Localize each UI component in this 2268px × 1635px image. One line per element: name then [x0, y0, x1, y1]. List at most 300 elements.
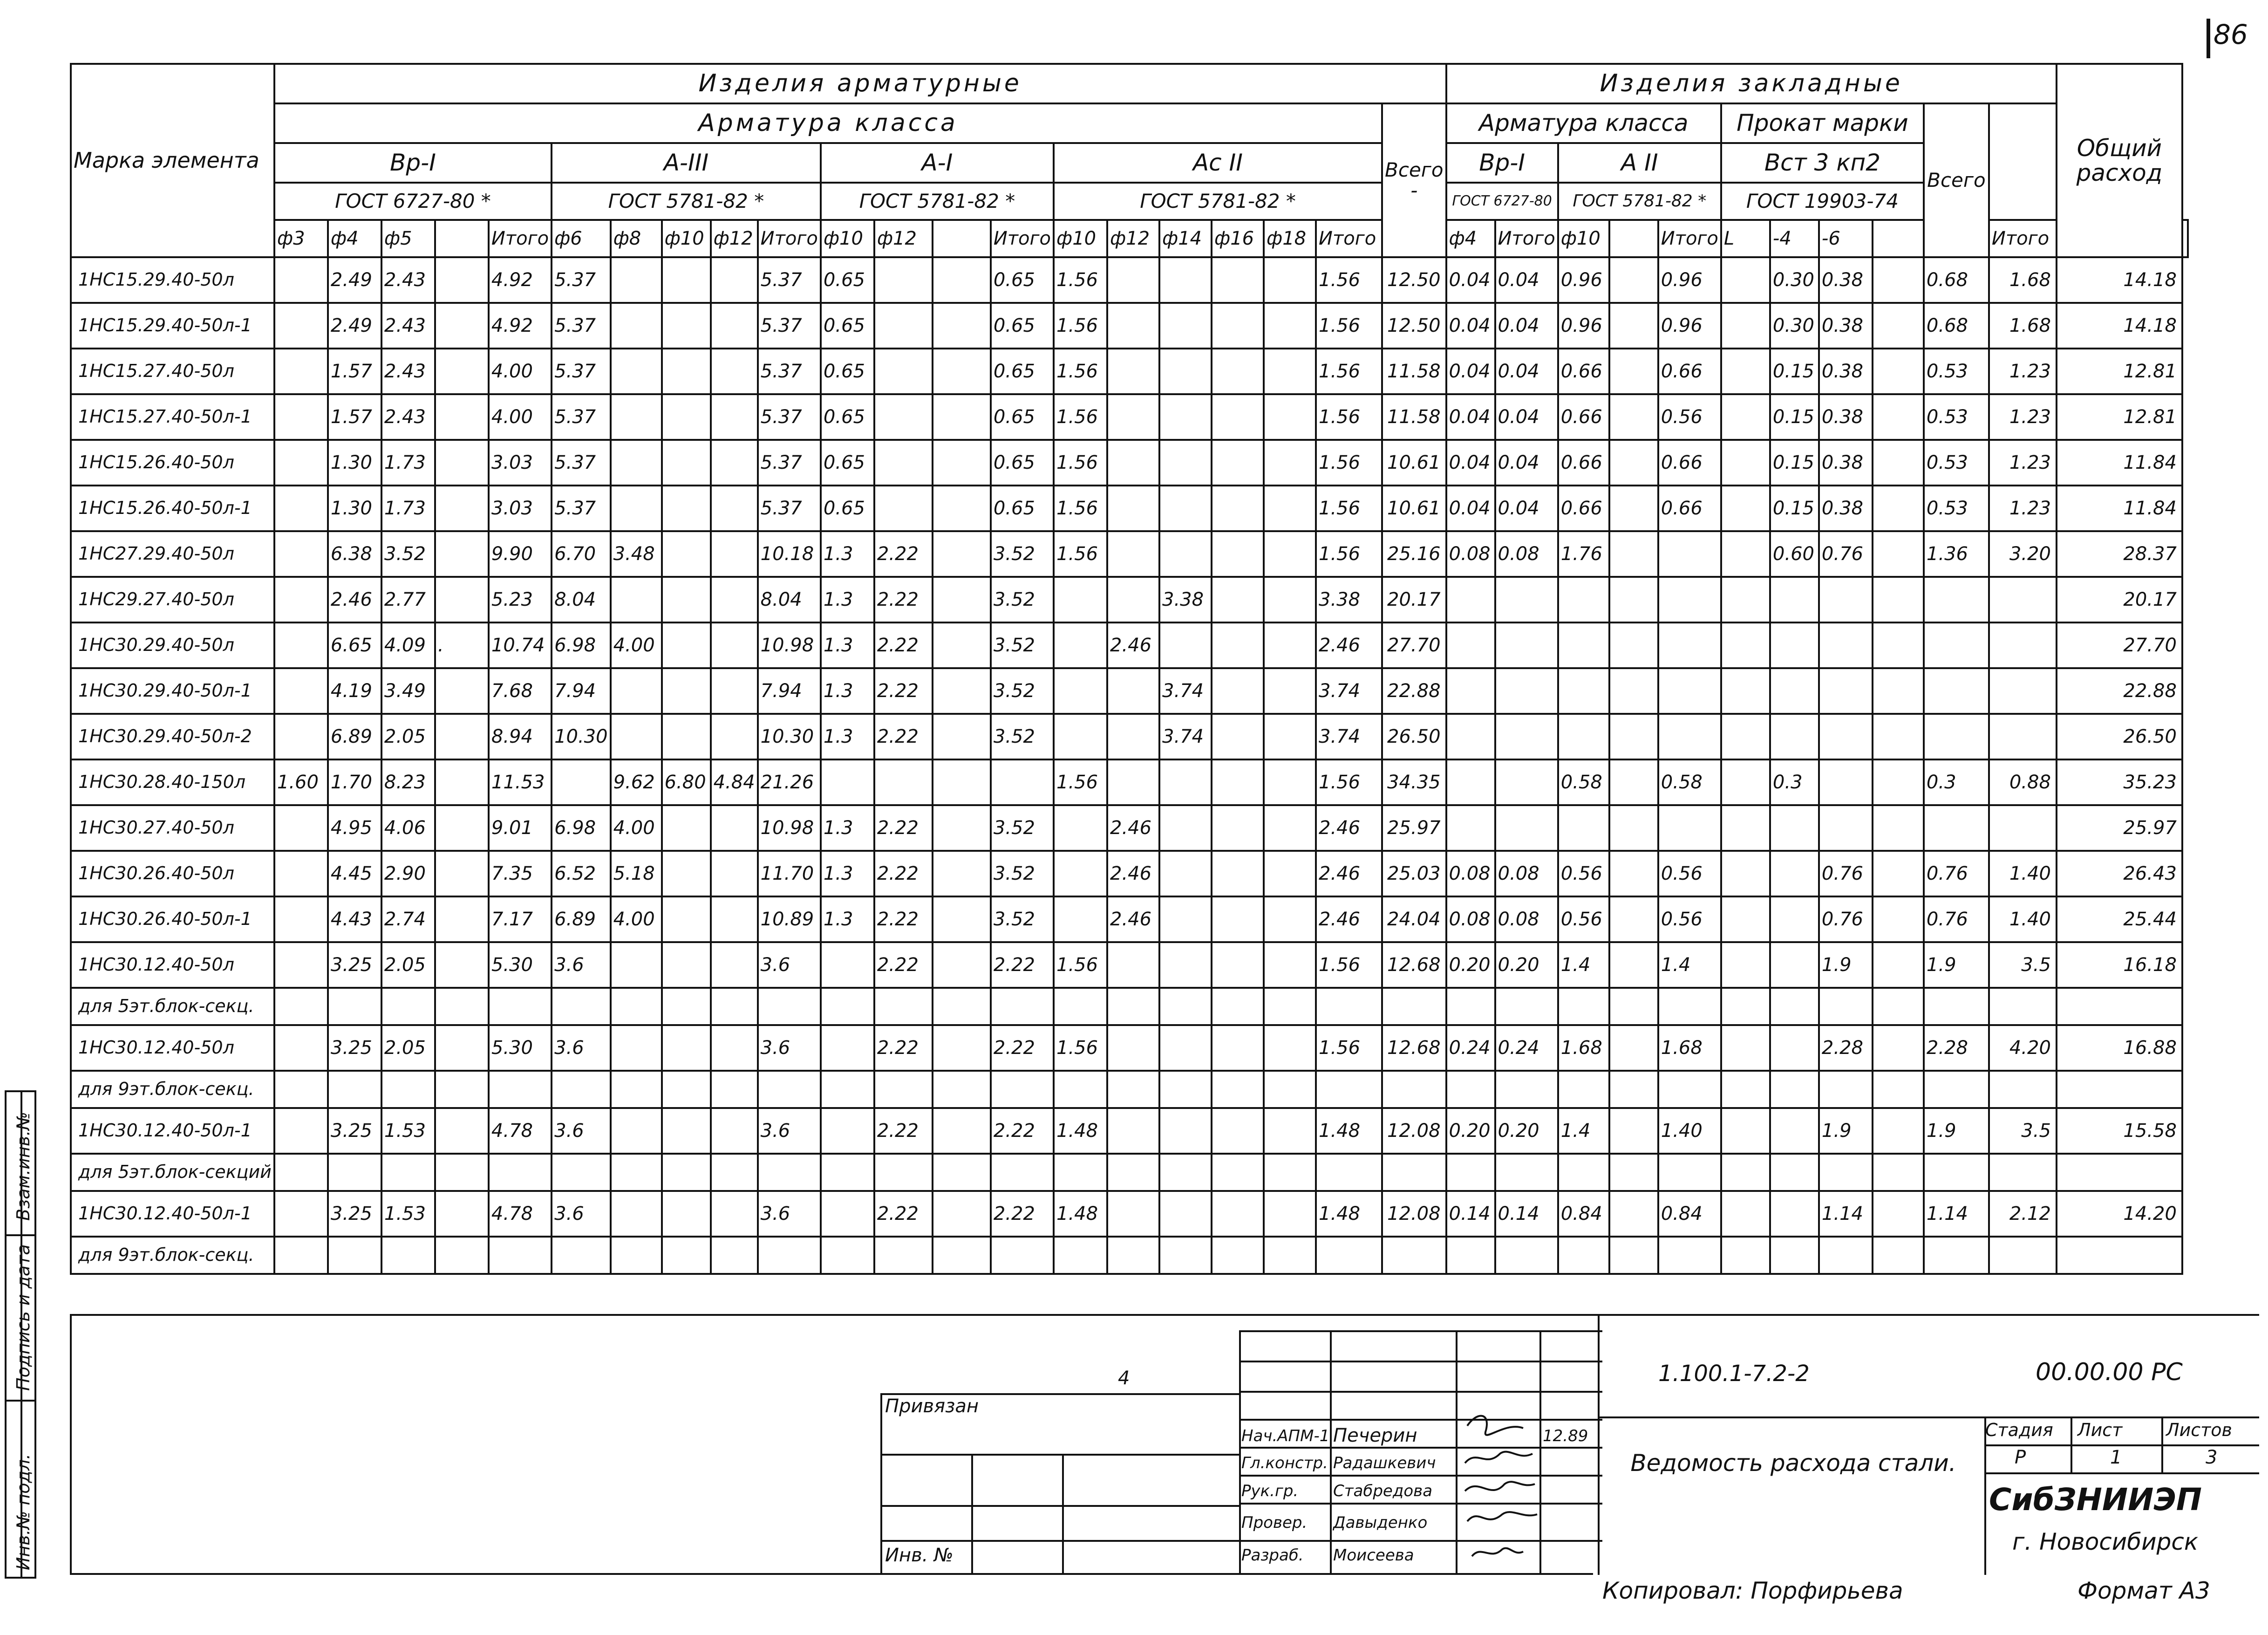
privyazan-label: Привязан [885, 1396, 979, 1417]
value-cell: 0.20 [1446, 942, 1495, 988]
value-cell: 35.23 [2057, 759, 2182, 805]
row-note: для 5эт.блок-секций [71, 1154, 274, 1191]
value-cell [1212, 349, 1264, 394]
value-cell [711, 1154, 758, 1191]
value-cell: 1.53 [381, 1191, 435, 1237]
table-body [71, 64, 2188, 1274]
value-cell [1658, 1237, 1721, 1274]
value-cell [1658, 1071, 1721, 1108]
element-mark: 1НС30.26.40-50л [71, 851, 274, 896]
value-cell: 4.78 [489, 1191, 552, 1237]
value-cell [1495, 668, 1558, 714]
value-cell [662, 668, 711, 714]
element-mark: 1НС30.12.40-50л-1 [71, 1191, 274, 1237]
value-cell [874, 1237, 933, 1274]
value-cell [662, 805, 711, 851]
value-cell: 2.46 [1316, 805, 1382, 851]
value-cell [274, 440, 328, 486]
value-cell [489, 1154, 552, 1191]
value-cell: 25.97 [1382, 805, 1446, 851]
value-cell [933, 942, 991, 988]
doc-code: 1.100.1-7.2-2 [1658, 1361, 1810, 1387]
value-cell: 3.03 [489, 440, 552, 486]
value-cell [611, 1108, 662, 1154]
value-cell: 25.44 [2057, 896, 2182, 942]
value-cell [1212, 988, 1264, 1025]
value-cell: 5.23 [489, 577, 552, 623]
value-cell [711, 623, 758, 668]
value-cell [1264, 577, 1316, 623]
value-cell [611, 303, 662, 349]
value-cell [1264, 1025, 1316, 1071]
value-cell [611, 349, 662, 394]
value-cell [933, 623, 991, 668]
value-cell [1159, 440, 1212, 486]
value-cell: 0.38 [1819, 303, 1873, 349]
value-cell: 8.94 [489, 714, 552, 759]
value-cell: 0.04 [1495, 486, 1558, 531]
value-cell [1212, 1071, 1264, 1108]
value-cell [1609, 303, 1658, 349]
value-cell: 3.49 [381, 668, 435, 714]
value-cell [662, 394, 711, 440]
value-cell [435, 394, 489, 440]
value-cell [758, 1071, 821, 1108]
value-cell [1609, 1191, 1658, 1237]
value-cell [933, 577, 991, 623]
value-cell: 0.04 [1495, 257, 1558, 303]
value-cell [435, 1108, 489, 1154]
table-row [71, 440, 2188, 486]
value-cell [933, 668, 991, 714]
value-cell: 0.3 [1770, 759, 1819, 805]
value-cell [662, 988, 711, 1025]
value-cell [1770, 1108, 1819, 1154]
value-cell [1770, 1025, 1819, 1071]
value-cell: 25.03 [1382, 851, 1446, 896]
header-izdelia-armaturnye: Изделия арматурные [274, 64, 1446, 103]
value-cell [933, 759, 991, 805]
value-cell: 5.37 [552, 486, 611, 531]
value-cell [1721, 1191, 1770, 1237]
value-cell [1264, 1237, 1316, 1274]
value-cell [933, 257, 991, 303]
value-cell: 0.15 [1770, 486, 1819, 531]
value-cell: 3.74 [1159, 714, 1212, 759]
value-cell [611, 257, 662, 303]
value-cell: 12.08 [1382, 1191, 1446, 1237]
value-cell [1721, 942, 1770, 988]
value-cell: 2.46 [1316, 623, 1382, 668]
value-cell: 1.68 [1658, 1025, 1721, 1071]
value-cell [991, 988, 1054, 1025]
value-cell [1159, 896, 1212, 942]
value-cell: 1.48 [1054, 1108, 1107, 1154]
table-row [71, 759, 2188, 805]
value-cell [1264, 440, 1316, 486]
value-cell: 1.23 [1989, 394, 2057, 440]
value-cell [1159, 303, 1212, 349]
inv-no-label: Инв. № [885, 1545, 954, 1566]
value-cell: 0.30 [1770, 257, 1819, 303]
value-cell: 0.65 [821, 394, 874, 440]
value-cell [1609, 1108, 1658, 1154]
value-cell [1873, 1025, 1924, 1071]
role-4: Провер. [1241, 1513, 1308, 1532]
col-header: ф18 [1264, 220, 1316, 257]
value-cell [991, 1154, 1054, 1191]
header-marka: Марка элемента [71, 64, 274, 257]
value-cell [1873, 942, 1924, 988]
value-cell: 2.22 [874, 805, 933, 851]
value-cell [274, 349, 328, 394]
value-cell [274, 1154, 328, 1191]
value-cell: 2.43 [381, 303, 435, 349]
value-cell [611, 394, 662, 440]
value-cell [1159, 623, 1212, 668]
header-class-ac2: Ас II [1054, 143, 1382, 183]
value-cell: 1.9 [1924, 942, 1989, 988]
value-cell [1212, 714, 1264, 759]
col-header: ф12 [711, 220, 758, 257]
value-cell [274, 577, 328, 623]
value-cell [435, 714, 489, 759]
value-cell: 0.76 [1819, 531, 1873, 577]
value-cell [1054, 1237, 1107, 1274]
value-cell [662, 851, 711, 896]
value-cell: 0.53 [1924, 440, 1989, 486]
value-cell [1495, 805, 1558, 851]
col-header: ф14 [1159, 220, 1212, 257]
value-cell [381, 1154, 435, 1191]
value-cell: 1.68 [1989, 303, 2057, 349]
value-cell [1159, 1191, 1212, 1237]
value-cell: 4.00 [611, 623, 662, 668]
value-cell: 0.14 [1495, 1191, 1558, 1237]
table-row [71, 349, 2188, 394]
value-cell: 7.17 [489, 896, 552, 942]
value-cell [1446, 623, 1495, 668]
value-cell [1609, 394, 1658, 440]
value-cell [821, 759, 874, 805]
value-cell [1054, 714, 1107, 759]
col-header [1609, 220, 1658, 257]
value-cell: 6.38 [328, 531, 381, 577]
value-cell [1495, 759, 1558, 805]
sheets-label: Листов [2166, 1420, 2232, 1440]
value-cell [435, 486, 489, 531]
value-cell: 10.18 [758, 531, 821, 577]
value-cell: 0.3 [1924, 759, 1989, 805]
col-header: ф5 [381, 220, 435, 257]
col-header: ф6 [552, 220, 611, 257]
format: Формат А3 [2077, 1577, 2210, 1604]
value-cell [1212, 577, 1264, 623]
value-cell: 0.04 [1446, 440, 1495, 486]
value-cell: 7.68 [489, 668, 552, 714]
value-cell [435, 303, 489, 349]
value-cell [933, 1191, 991, 1237]
value-cell: 10.61 [1382, 440, 1446, 486]
value-cell: 9.90 [489, 531, 552, 577]
value-cell [1873, 531, 1924, 577]
header-armatura-klassa: Арматура класса [274, 103, 1382, 143]
value-cell [611, 577, 662, 623]
value-cell [1770, 714, 1819, 759]
value-cell [1924, 577, 1989, 623]
value-cell [1609, 1071, 1658, 1108]
value-cell [711, 942, 758, 988]
value-cell: 4.00 [489, 394, 552, 440]
value-cell [662, 1071, 711, 1108]
value-cell: 15.58 [2057, 1108, 2182, 1154]
value-cell: 0.04 [1495, 349, 1558, 394]
row-note: для 5эт.блок-секц. [71, 988, 274, 1025]
value-cell: 2.22 [874, 668, 933, 714]
value-cell [874, 303, 933, 349]
stamp-podpis-data: Подпись и дата [13, 1244, 34, 1391]
value-cell: 1.40 [1989, 851, 2057, 896]
stage-label: Стадия [1985, 1420, 2053, 1440]
value-cell [933, 394, 991, 440]
value-cell [274, 1237, 328, 1274]
value-cell [1264, 531, 1316, 577]
value-cell: 0.60 [1770, 531, 1819, 577]
value-cell [435, 851, 489, 896]
value-cell [1212, 486, 1264, 531]
value-cell [1054, 668, 1107, 714]
value-cell [1107, 1071, 1159, 1108]
value-cell: 1.56 [1316, 759, 1382, 805]
value-cell [758, 1154, 821, 1191]
value-cell: 3.6 [552, 1025, 611, 1071]
value-cell [1873, 1237, 1924, 1274]
value-cell: 0.66 [1658, 486, 1721, 531]
value-cell: 1.56 [1054, 942, 1107, 988]
value-cell [1382, 988, 1446, 1025]
value-cell: 2.22 [991, 1025, 1054, 1071]
value-cell [711, 577, 758, 623]
value-cell [435, 896, 489, 942]
value-cell [662, 577, 711, 623]
value-cell [1495, 623, 1558, 668]
value-cell: 0.88 [1989, 759, 2057, 805]
value-cell [711, 394, 758, 440]
value-cell: 3.38 [1316, 577, 1382, 623]
value-cell: 8.23 [381, 759, 435, 805]
value-cell [1446, 1154, 1495, 1191]
value-cell: 6.80 [662, 759, 711, 805]
value-cell: 4.43 [328, 896, 381, 942]
value-cell: 0.38 [1819, 349, 1873, 394]
value-cell [662, 714, 711, 759]
value-cell [381, 1237, 435, 1274]
value-cell [1873, 896, 1924, 942]
value-cell: 1.9 [1819, 1108, 1873, 1154]
value-cell: 0.53 [1924, 486, 1989, 531]
value-cell [1212, 805, 1264, 851]
value-cell [1558, 1071, 1609, 1108]
value-cell: 9.01 [489, 805, 552, 851]
value-cell [662, 440, 711, 486]
value-cell [1721, 759, 1770, 805]
value-cell: 0.38 [1819, 257, 1873, 303]
value-cell [1873, 577, 1924, 623]
value-cell: 2.22 [874, 577, 933, 623]
value-cell: 3.6 [758, 1191, 821, 1237]
value-cell: 0.04 [1446, 486, 1495, 531]
value-cell [1446, 1237, 1495, 1274]
value-cell [435, 1071, 489, 1108]
value-cell: 1.56 [1316, 394, 1382, 440]
value-cell [1446, 714, 1495, 759]
value-cell: 1.70 [328, 759, 381, 805]
value-cell: 2.22 [874, 1025, 933, 1071]
col-header: Итого [1316, 220, 1382, 257]
value-cell: 1.56 [1316, 440, 1382, 486]
value-cell [1558, 1237, 1609, 1274]
value-cell [933, 805, 991, 851]
value-cell: 0.65 [821, 303, 874, 349]
header-gost-5781-a1: ГОСТ 5781-82 * [821, 183, 1054, 220]
value-cell [274, 1025, 328, 1071]
value-cell [274, 988, 328, 1025]
value-cell [933, 440, 991, 486]
value-cell [1054, 805, 1107, 851]
value-cell: 3.52 [991, 805, 1054, 851]
value-cell: 0.08 [1446, 531, 1495, 577]
table-note-row [71, 1237, 2188, 1274]
value-cell: 1.56 [1316, 303, 1382, 349]
value-cell [1212, 1025, 1264, 1071]
value-cell: 2.22 [874, 896, 933, 942]
value-cell [1873, 805, 1924, 851]
value-cell [1054, 896, 1107, 942]
col-header: ф16 [1212, 220, 1264, 257]
value-cell [1159, 531, 1212, 577]
value-cell: 10.30 [552, 714, 611, 759]
stamp-vzam-inv: Взам.инв.№ [13, 1112, 34, 1221]
value-cell [1989, 577, 2057, 623]
value-cell [435, 531, 489, 577]
value-cell [874, 486, 933, 531]
value-cell [435, 988, 489, 1025]
element-mark: 1НС30.12.40-50л-1 [71, 1108, 274, 1154]
value-cell: 4.92 [489, 303, 552, 349]
value-cell [1721, 394, 1770, 440]
col-header [2182, 220, 2188, 257]
value-cell: 1.56 [1054, 394, 1107, 440]
value-cell [1212, 851, 1264, 896]
value-cell [1873, 1108, 1924, 1154]
value-cell [1212, 668, 1264, 714]
value-cell [1264, 759, 1316, 805]
value-cell: 1.57 [328, 394, 381, 440]
value-cell [552, 759, 611, 805]
value-cell [933, 349, 991, 394]
value-cell [1770, 1154, 1819, 1191]
value-cell: 2.49 [328, 257, 381, 303]
value-cell: 10.74 [489, 623, 552, 668]
value-cell [1316, 988, 1382, 1025]
value-cell: 0.56 [1658, 851, 1721, 896]
value-cell [1609, 668, 1658, 714]
value-cell [1495, 988, 1558, 1025]
value-cell: 25.16 [1382, 531, 1446, 577]
element-mark: 1НС30.29.40-50л [71, 623, 274, 668]
value-cell: 0.04 [1446, 303, 1495, 349]
value-cell: 3.74 [1316, 714, 1382, 759]
header-class-a3: А-III [552, 143, 821, 183]
value-cell [821, 988, 874, 1025]
value-cell: 1.56 [1054, 349, 1107, 394]
table-row [71, 1191, 2188, 1237]
header-izdelia-zakladnye: Изделия закладные [1446, 64, 2057, 103]
value-cell [933, 1237, 991, 1274]
value-cell [1770, 896, 1819, 942]
value-cell [435, 1025, 489, 1071]
value-cell [1264, 486, 1316, 531]
value-cell: 14.18 [2057, 257, 2182, 303]
value-cell: 0.96 [1658, 257, 1721, 303]
value-cell [1924, 1237, 1989, 1274]
value-cell [274, 1071, 328, 1108]
value-cell: 2.74 [381, 896, 435, 942]
element-mark: 1НС30.12.40-50л [71, 1025, 274, 1071]
value-cell [874, 349, 933, 394]
value-cell: 3.25 [328, 942, 381, 988]
value-cell [711, 988, 758, 1025]
value-cell: 2.22 [874, 623, 933, 668]
value-cell: 2.28 [1819, 1025, 1873, 1071]
value-cell: 0.65 [991, 349, 1054, 394]
value-cell: 0.56 [1558, 896, 1609, 942]
value-cell [933, 1025, 991, 1071]
value-cell [1658, 577, 1721, 623]
value-cell [1873, 394, 1924, 440]
value-cell [1658, 988, 1721, 1025]
value-cell [933, 896, 991, 942]
value-cell: 1.30 [328, 440, 381, 486]
value-cell [874, 440, 933, 486]
value-cell: 2.05 [381, 1025, 435, 1071]
value-cell [1446, 759, 1495, 805]
element-mark: 1НС27.29.40-50л [71, 531, 274, 577]
value-cell [711, 531, 758, 577]
value-cell [1770, 668, 1819, 714]
value-cell: 5.37 [552, 349, 611, 394]
value-cell: 14.20 [2057, 1191, 2182, 1237]
value-cell [1382, 1071, 1446, 1108]
value-cell: 3.52 [991, 668, 1054, 714]
value-cell: 10.98 [758, 623, 821, 668]
value-cell: 2.90 [381, 851, 435, 896]
value-cell [435, 440, 489, 486]
value-cell [1382, 1237, 1446, 1274]
value-cell [662, 896, 711, 942]
element-mark: 1НС15.26.40-50л-1 [71, 486, 274, 531]
value-cell: 4.19 [328, 668, 381, 714]
value-cell: 1.56 [1054, 531, 1107, 577]
value-cell: 0.08 [1495, 896, 1558, 942]
value-cell: 0.65 [991, 394, 1054, 440]
value-cell [1819, 1154, 1873, 1191]
organization: СибЗНИИЭП [1989, 1482, 2202, 1518]
value-cell: 6.98 [552, 805, 611, 851]
value-cell [552, 1237, 611, 1274]
col-header: Итого [1658, 220, 1721, 257]
table-row [71, 394, 2188, 440]
